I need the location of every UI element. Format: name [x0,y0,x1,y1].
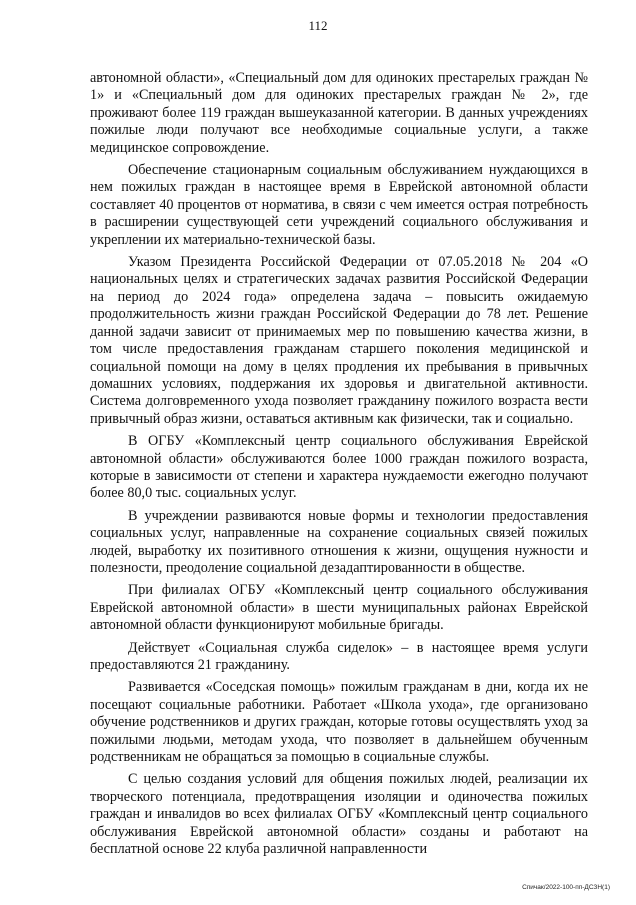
paragraph-7: Действует «Социальная служба сиделок» – в настоящее время услуги предоставляются 21 гражданину. [90,639,588,673]
document-footer-code: Спичак/2022-100-пп-ДСЗН(1) [522,884,610,891]
document-body [90,70,588,863]
paragraph-4: В ОГБУ «Комплексный центр социального обслуживания Еврейской автономной области» обслуживаются более 1000 граждан пожилого возраста, которые в зависимости от степени и характера нуждаемости ежегодно получают более 80,0 тыс. социальных услуг. [90,433,588,502]
paragraph-6: При филиалах ОГБУ «Комплексный центр социального обслуживания Еврейской автономной области» в шести муниципальных районах Еврейской автономной области функционируют мобильные бригады. [90,582,588,634]
paragraph-8: Развивается «Соседская помощь» пожилым гражданам в дни, когда их не посещают социальные работники. Работает «Школа ухода», где организовано обучение родственников и других граждан, которые готовы осуществлять уход за пожилыми людьми, методам ухода, что позволяет в дальнейшем обученным родственникам не обращаться за помощью в социальные службы. [90,679,588,766]
paragraph-9: С целью создания условий для общения пожилых людей, реализации их творческого потенциала, предотвращения изоляции и одиночества пожилых граждан и инвалидов во всех филиалах ОГБУ «Комплексный центр социального обслуживания Еврейской автономной области» созданы и работают на бесплатной основе 22 клуба различной направленности [90,771,588,858]
paragraph-3: Указом Президента Российской Федерации от 07.05.2018 № 204 «О национальных целях и стратегических задачах развития Российской Федерации на период до 2024 года» определена задача – повысить ожидаемую продолжительность жизни граждан Российской Федерации до 78 лет. Решение данной задачи зависит от принимаемых мер по повышению качества жизни, в том числе предоставления гражданам старшего поколения медицинской и социальной помощи на дому в целях продления их пребывания в привычных домашних условиях, поддержания их здоровья и двигательной активности. Система долговременного ухода позволяет гражданину пожилого возраста вести привычный образ жизни, оставаться активным как физически, так и социально. [90,254,588,427]
paragraph-5: В учреждении развиваются новые формы и технологии предоставления социальных услуг, направленные на сохранение социальных связей пожилых людей, выработку их позитивного отношения к жизни, ощущения нужности и полезности, преодоление социальной дезадаптированности в обществе. [90,507,588,576]
paragraph-2: Обеспечение стационарным социальным обслуживанием нуждающихся в нем пожилых граждан в настоящее время в Еврейской автономной области составляет 40 процентов от норматива, в связи с чем имеется острая потребность в расширении существующей сети учреждений социального обслуживания и укреплении их материально-технической базы. [90,162,588,248]
paragraph-1: автономной области», «Специальный дом для одиноких престарелых граждан № 1» и «Специальный дом для одиноких престарелых граждан № 2», где проживают более 119 граждан вышеуказанной категории. В данных учреждениях пожилые люди получают все необходимые социальные услуги, а также медицинское сопровождение. [90,70,588,156]
page-number: 112 [308,18,328,33]
